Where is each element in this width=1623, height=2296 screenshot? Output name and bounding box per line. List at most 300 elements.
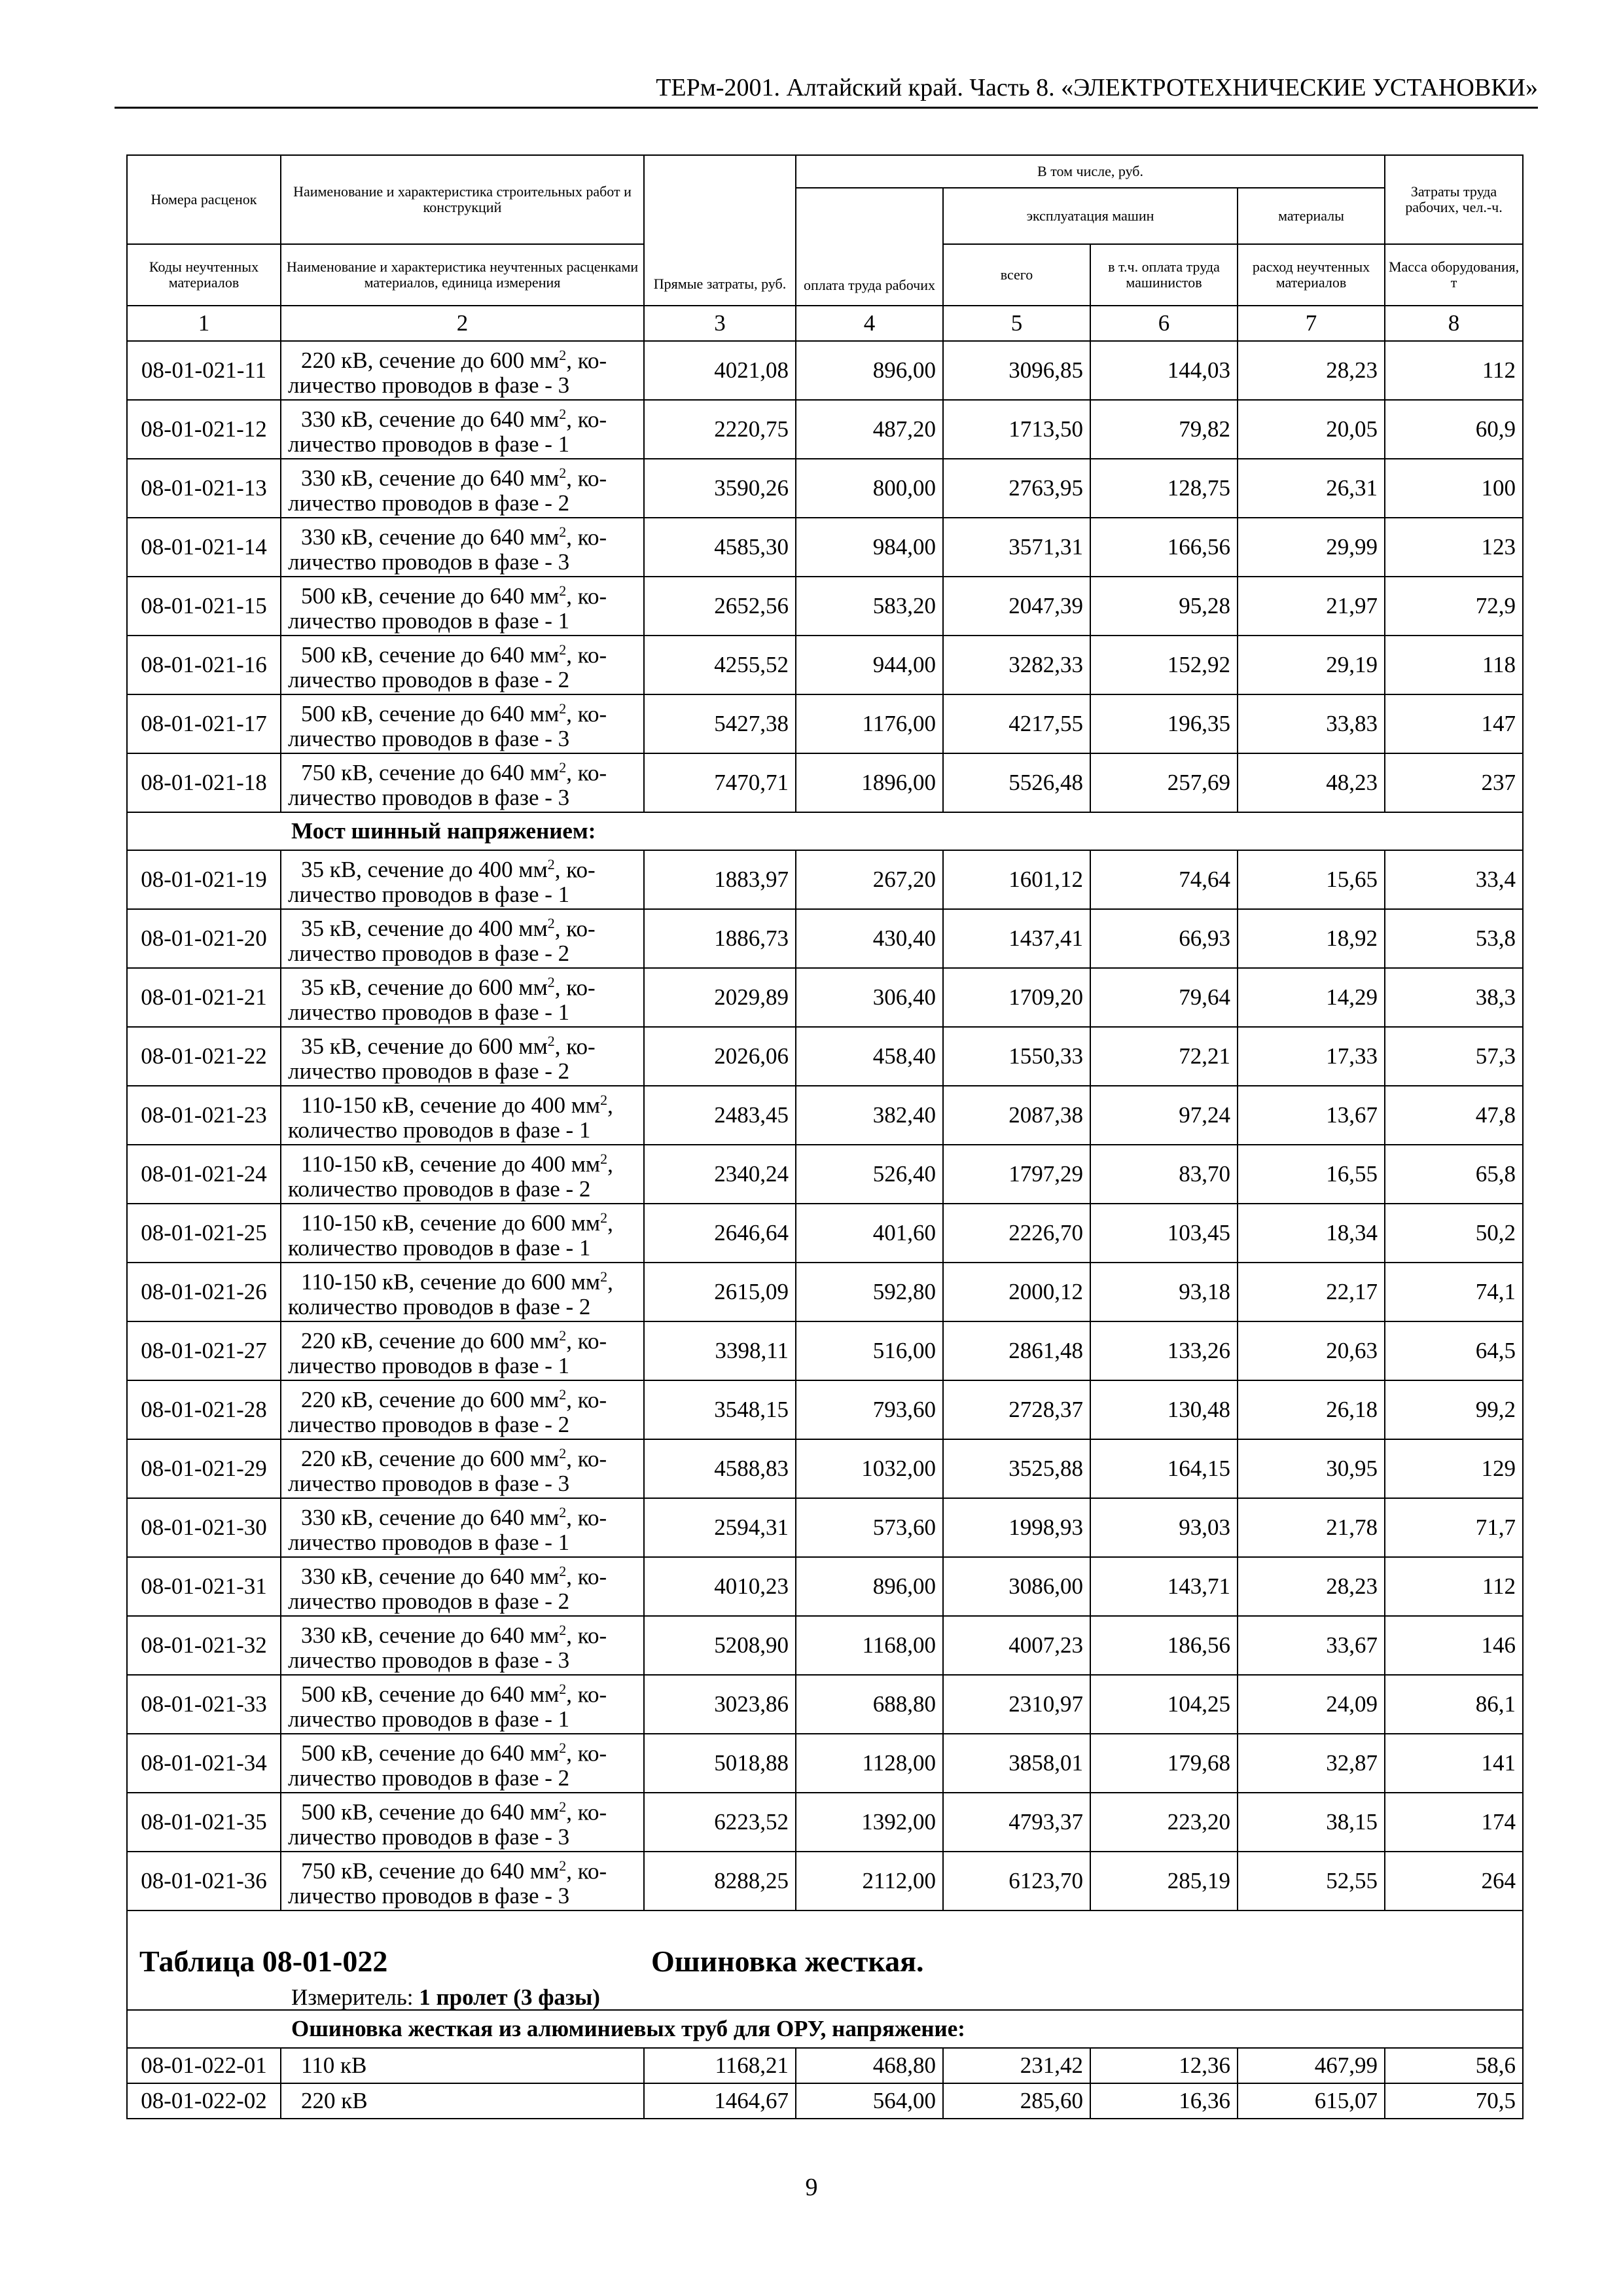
rate-code: 08-01-022-01: [127, 2048, 281, 2083]
desc-line1: 330 кВ, сечение до 640 мм: [301, 465, 560, 492]
value-cell: 1797,29: [943, 1145, 1090, 1204]
desc-line2: количество проводов в фазе - 2: [288, 1294, 591, 1320]
head-materials-sub: расход неучтенных материалов: [1238, 244, 1385, 306]
value-cell: 70,5: [1385, 2083, 1523, 2119]
rate-description: [281, 694, 644, 753]
table-row: [127, 1498, 1523, 1557]
desc-line1: 330 кВ, сечение до 640 мм: [301, 406, 560, 433]
value-cell: 1168,00: [796, 1616, 943, 1675]
value-cell: 5208,90: [644, 1616, 796, 1675]
table-row: [127, 400, 1523, 459]
desc-line2: личество проводов в фазе - 2: [288, 941, 570, 967]
value-cell: 8288,25: [644, 1852, 796, 1910]
value-cell: 487,20: [796, 400, 943, 459]
desc-line1: 750 кВ, сечение до 640 мм: [301, 1858, 560, 1884]
value-cell: 2763,95: [943, 459, 1090, 518]
value-cell: 24,09: [1238, 1675, 1385, 1734]
value-cell: 3571,31: [943, 518, 1090, 577]
rate-description: [281, 968, 644, 1027]
value-cell: 2652,56: [644, 577, 796, 636]
value-cell: 65,8: [1385, 1145, 1523, 1204]
page-number: 9: [805, 2174, 818, 2201]
value-cell: 26,31: [1238, 459, 1385, 518]
value-cell: 93,03: [1090, 1498, 1238, 1557]
superscript: 2: [559, 346, 567, 363]
desc-line1-tail: , ко-: [566, 1446, 607, 1472]
value-cell: 86,1: [1385, 1675, 1523, 1734]
value-cell: 13,67: [1238, 1086, 1385, 1145]
table-row: [127, 694, 1523, 753]
value-cell: 583,20: [796, 577, 943, 636]
desc-line1-tail: , ко-: [566, 524, 607, 550]
value-cell: 21,97: [1238, 577, 1385, 636]
value-cell: 237: [1385, 753, 1523, 812]
value-cell: 458,40: [796, 1027, 943, 1086]
desc-line1-tail: , ко-: [566, 1681, 607, 1708]
value-cell: 1886,73: [644, 909, 796, 968]
value-cell: 2029,89: [644, 968, 796, 1027]
table-row: [127, 1852, 1523, 1910]
rate-code: 08-01-021-28: [127, 1380, 281, 1439]
desc-line1-tail: , ко-: [566, 1623, 607, 1649]
table2-title: Таблица 08-01-022: [139, 1945, 388, 1978]
rate-description: 110 кВ: [281, 2048, 644, 2083]
desc-line1: 35 кВ, сечение до 400 мм: [301, 857, 548, 883]
desc-line2: личество проводов в фазе - 2: [288, 490, 570, 516]
table-row: [127, 1675, 1523, 1734]
value-cell: 6223,52: [644, 1793, 796, 1852]
value-cell: 166,56: [1090, 518, 1238, 577]
desc-line1-tail: ,: [607, 1092, 613, 1119]
value-cell: 4021,08: [644, 341, 796, 400]
rate-description: [281, 1498, 644, 1557]
value-cell: 38,15: [1238, 1793, 1385, 1852]
col-number: 5: [943, 306, 1090, 341]
value-cell: 2220,75: [644, 400, 796, 459]
superscript: 2: [547, 973, 555, 990]
value-cell: 143,71: [1090, 1557, 1238, 1616]
head-col2-bottom: Наименование и характеристика неучтенных расценками материалов, единица измерения: [281, 244, 644, 306]
value-cell: 3525,88: [943, 1439, 1090, 1498]
value-cell: 2310,97: [943, 1675, 1090, 1734]
measure-label: Измеритель:: [291, 1984, 414, 2010]
section-row: [127, 2010, 1523, 2048]
rate-code: 08-01-021-32: [127, 1616, 281, 1675]
head-col8-bottom: Масса оборудования, т: [1385, 244, 1523, 306]
value-cell: 4255,52: [644, 636, 796, 694]
rate-description: [281, 1086, 644, 1145]
rate-code: 08-01-021-22: [127, 1027, 281, 1086]
value-cell: 5018,88: [644, 1734, 796, 1793]
value-cell: 50,2: [1385, 1204, 1523, 1263]
rate-description: [281, 1321, 644, 1380]
table-row: [127, 577, 1523, 636]
column-numbers-row: [127, 306, 1523, 341]
value-cell: 16,55: [1238, 1145, 1385, 1204]
desc-line2: личество проводов в фазе - 3: [288, 1883, 570, 1909]
value-cell: 7470,71: [644, 753, 796, 812]
desc-line1: 220 кВ, сечение до 600 мм: [301, 348, 560, 374]
desc-line1: 500 кВ, сечение до 640 мм: [301, 642, 560, 668]
rate-code: 08-01-021-12: [127, 400, 281, 459]
value-cell: 4007,23: [943, 1616, 1090, 1675]
value-cell: 382,40: [796, 1086, 943, 1145]
value-cell: 58,6: [1385, 2048, 1523, 2083]
value-cell: 1896,00: [796, 753, 943, 812]
value-cell: 267,20: [796, 850, 943, 909]
value-cell: 800,00: [796, 459, 943, 518]
value-cell: 179,68: [1090, 1734, 1238, 1793]
value-cell: 14,29: [1238, 968, 1385, 1027]
value-cell: 984,00: [796, 518, 943, 577]
superscript: 2: [600, 1268, 608, 1285]
value-cell: 2646,64: [644, 1204, 796, 1263]
rate-code: 08-01-021-15: [127, 577, 281, 636]
value-cell: 112: [1385, 341, 1523, 400]
desc-line2: личество проводов в фазе - 3: [288, 1647, 570, 1674]
rate-code: 08-01-021-20: [127, 909, 281, 968]
superscript: 2: [559, 1621, 567, 1638]
rate-description: [281, 577, 644, 636]
value-cell: 896,00: [796, 1557, 943, 1616]
superscript: 2: [600, 1150, 608, 1167]
head-col8-top: Затраты труда рабочих, чел.-ч.: [1385, 155, 1523, 244]
desc-line1: 110-150 кВ, сечение до 600 мм: [301, 1210, 601, 1236]
desc-line2: личество проводов в фазе - 3: [288, 785, 570, 811]
desc-line1: 220 кВ, сечение до 600 мм: [301, 1387, 560, 1413]
desc-line1-tail: , ко-: [566, 1740, 607, 1767]
value-cell: 3858,01: [943, 1734, 1090, 1793]
superscript: 2: [559, 1739, 567, 1756]
value-cell: 1883,97: [644, 850, 796, 909]
rate-code: 08-01-021-21: [127, 968, 281, 1027]
value-cell: 17,33: [1238, 1027, 1385, 1086]
rate-code: 08-01-021-35: [127, 1793, 281, 1852]
value-cell: 257,69: [1090, 753, 1238, 812]
value-cell: 30,95: [1238, 1439, 1385, 1498]
value-cell: 64,5: [1385, 1321, 1523, 1380]
table-row: [127, 518, 1523, 577]
rate-code: 08-01-021-31: [127, 1557, 281, 1616]
rate-description: [281, 1204, 644, 1263]
desc-line1: 500 кВ, сечение до 640 мм: [301, 1740, 560, 1767]
value-cell: 33,67: [1238, 1616, 1385, 1675]
rate-description: [281, 636, 644, 694]
value-cell: 2112,00: [796, 1852, 943, 1910]
desc-line2: личество проводов в фазе - 3: [288, 1824, 570, 1850]
value-cell: 3023,86: [644, 1675, 796, 1734]
superscript: 2: [559, 700, 567, 717]
value-cell: 3398,11: [644, 1321, 796, 1380]
value-cell: 33,4: [1385, 850, 1523, 909]
rate-description: [281, 1027, 644, 1086]
value-cell: 4588,83: [644, 1439, 796, 1498]
value-cell: 74,64: [1090, 850, 1238, 909]
value-cell: 66,93: [1090, 909, 1238, 968]
table2-heading: [127, 1910, 1523, 2010]
table-row: [127, 2048, 1523, 2083]
table-row: [127, 1263, 1523, 1321]
desc-line1-tail: , ко-: [554, 1033, 596, 1060]
value-cell: 47,8: [1385, 1086, 1523, 1145]
desc-line1: 500 кВ, сечение до 640 мм: [301, 701, 560, 727]
desc-line1: 35 кВ, сечение до 400 мм: [301, 916, 548, 942]
rate-code: 08-01-021-26: [127, 1263, 281, 1321]
value-cell: 1176,00: [796, 694, 943, 753]
value-cell: 22,17: [1238, 1263, 1385, 1321]
desc-line1: 35 кВ, сечение до 600 мм: [301, 975, 548, 1001]
desc-line1: 500 кВ, сечение до 640 мм: [301, 1799, 560, 1825]
superscript: 2: [559, 464, 567, 481]
head-labor: оплата труда рабочих: [796, 188, 943, 306]
desc-line1-tail: , ко-: [566, 1858, 607, 1884]
desc-line2: личество проводов в фазе - 1: [288, 1353, 570, 1379]
table-row: [127, 1204, 1523, 1263]
superscript: 2: [559, 1857, 567, 1874]
rate-description: [281, 1380, 644, 1439]
desc-line1-tail: , ко-: [554, 916, 596, 942]
desc-line1-tail: , ко-: [566, 583, 607, 609]
value-cell: 29,99: [1238, 518, 1385, 577]
value-cell: 18,34: [1238, 1204, 1385, 1263]
desc-line1-tail: , ко-: [566, 760, 607, 786]
superscript: 2: [559, 759, 567, 776]
value-cell: 1709,20: [943, 968, 1090, 1027]
value-cell: 53,8: [1385, 909, 1523, 968]
col-number: 6: [1090, 306, 1238, 341]
rate-code: 08-01-021-33: [127, 1675, 281, 1734]
value-cell: 2047,39: [943, 577, 1090, 636]
rate-code: 08-01-021-19: [127, 850, 281, 909]
rate-description: [281, 850, 644, 909]
rate-code: 08-01-021-36: [127, 1852, 281, 1910]
superscript: 2: [547, 1032, 555, 1049]
value-cell: 2728,37: [943, 1380, 1090, 1439]
table-row: [127, 850, 1523, 909]
col-number: 8: [1385, 306, 1523, 341]
desc-line1: 330 кВ, сечение до 640 мм: [301, 1564, 560, 1590]
superscript: 2: [600, 1209, 608, 1226]
rate-description: [281, 341, 644, 400]
rate-code: 08-01-021-13: [127, 459, 281, 518]
col-number: 2: [281, 306, 644, 341]
table-row: [127, 636, 1523, 694]
value-cell: 72,9: [1385, 577, 1523, 636]
value-cell: 5526,48: [943, 753, 1090, 812]
value-cell: 152,92: [1090, 636, 1238, 694]
value-cell: 2615,09: [644, 1263, 796, 1321]
value-cell: 74,1: [1385, 1263, 1523, 1321]
value-cell: 3590,26: [644, 459, 796, 518]
table-row: [127, 1145, 1523, 1204]
value-cell: 29,19: [1238, 636, 1385, 694]
desc-line1-tail: , ко-: [566, 701, 607, 727]
desc-line1: 220 кВ, сечение до 600 мм: [301, 1328, 560, 1354]
table-row: [127, 1380, 1523, 1439]
table-row: [127, 968, 1523, 1027]
value-cell: 4793,37: [943, 1793, 1090, 1852]
value-cell: 4217,55: [943, 694, 1090, 753]
value-cell: 564,00: [796, 2083, 943, 2119]
head-mach-total: всего: [943, 244, 1090, 306]
superscript: 2: [600, 1091, 608, 1108]
rate-description: 220 кВ: [281, 2083, 644, 2119]
rate-description: [281, 1675, 644, 1734]
superscript: 2: [559, 1327, 567, 1344]
desc-line2: личество проводов в фазе - 3: [288, 549, 570, 575]
table2-name: Ошиновка жесткая.: [651, 1945, 924, 1978]
value-cell: 1601,12: [943, 850, 1090, 909]
desc-line1: 500 кВ, сечение до 640 мм: [301, 1681, 560, 1708]
value-cell: 2594,31: [644, 1498, 796, 1557]
value-cell: 285,60: [943, 2083, 1090, 2119]
value-cell: 2483,45: [644, 1086, 796, 1145]
section-title: Мост шинный напряжением:: [127, 812, 1523, 850]
value-cell: 18,92: [1238, 909, 1385, 968]
value-cell: 4585,30: [644, 518, 796, 577]
value-cell: 20,63: [1238, 1321, 1385, 1380]
col-number: 4: [796, 306, 943, 341]
desc-line2: количество проводов в фазе - 1: [288, 1235, 591, 1261]
value-cell: 174: [1385, 1793, 1523, 1852]
desc-line1: 110-150 кВ, сечение до 400 мм: [301, 1151, 601, 1177]
desc-line1: 330 кВ, сечение до 640 мм: [301, 524, 560, 550]
rate-code: 08-01-021-34: [127, 1734, 281, 1793]
value-cell: 71,7: [1385, 1498, 1523, 1557]
rate-code: 08-01-021-11: [127, 341, 281, 400]
rate-description: [281, 1734, 644, 1793]
desc-line1-tail: , ко-: [566, 1387, 607, 1413]
table-row: [127, 1027, 1523, 1086]
desc-line1-tail: , ко-: [554, 975, 596, 1001]
value-cell: 147: [1385, 694, 1523, 753]
desc-line1-tail: ,: [607, 1269, 613, 1295]
value-cell: 100: [1385, 459, 1523, 518]
rate-description: [281, 1263, 644, 1321]
rate-description: [281, 909, 644, 968]
col-number: 3: [644, 306, 796, 341]
head-col3: Прямые затраты, руб.: [644, 155, 796, 306]
value-cell: 3086,00: [943, 1557, 1090, 1616]
desc-line1-tail: , ко-: [566, 406, 607, 433]
desc-line2: личество проводов в фазе - 1: [288, 882, 570, 908]
col-number: 7: [1238, 306, 1385, 341]
value-cell: 468,80: [796, 2048, 943, 2083]
value-cell: 28,23: [1238, 341, 1385, 400]
rate-description: [281, 518, 644, 577]
superscript: 2: [559, 1386, 567, 1403]
rate-code: 08-01-021-17: [127, 694, 281, 753]
desc-line1: 500 кВ, сечение до 640 мм: [301, 583, 560, 609]
value-cell: 1998,93: [943, 1498, 1090, 1557]
head-mach-labor: в т.ч. оплата труда машинистов: [1090, 244, 1238, 306]
value-cell: 33,83: [1238, 694, 1385, 753]
superscript: 2: [559, 1680, 567, 1697]
desc-line2: личество проводов в фазе - 1: [288, 431, 570, 457]
value-cell: 129: [1385, 1439, 1523, 1498]
rate-description: [281, 1557, 644, 1616]
head-materials: материалы: [1238, 188, 1385, 244]
value-cell: 516,00: [796, 1321, 943, 1380]
table-row: [127, 753, 1523, 812]
value-cell: 103,45: [1090, 1204, 1238, 1263]
value-cell: 793,60: [796, 1380, 943, 1439]
value-cell: 6123,70: [943, 1852, 1090, 1910]
head-col1-top: Номера расценок: [127, 155, 281, 244]
value-cell: 615,07: [1238, 2083, 1385, 2119]
desc-line1-tail: , ко-: [566, 1328, 607, 1354]
value-cell: 83,70: [1090, 1145, 1238, 1204]
rate-code: 08-01-021-27: [127, 1321, 281, 1380]
value-cell: 688,80: [796, 1675, 943, 1734]
rate-description: [281, 1616, 644, 1675]
desc-line1: 750 кВ, сечение до 640 мм: [301, 760, 560, 786]
value-cell: 99,2: [1385, 1380, 1523, 1439]
value-cell: 231,42: [943, 2048, 1090, 2083]
desc-line2: личество проводов в фазе - 1: [288, 608, 570, 634]
table-row: [127, 1439, 1523, 1498]
value-cell: 104,25: [1090, 1675, 1238, 1734]
section-row: [127, 812, 1523, 850]
desc-line1: 110-150 кВ, сечение до 600 мм: [301, 1269, 601, 1295]
value-cell: 20,05: [1238, 400, 1385, 459]
table-row: [127, 459, 1523, 518]
desc-line2: личество проводов в фазе - 3: [288, 1471, 570, 1497]
table-row: [127, 341, 1523, 400]
rate-description: [281, 400, 644, 459]
value-cell: 141: [1385, 1734, 1523, 1793]
superscript: 2: [559, 523, 567, 540]
value-cell: 1550,33: [943, 1027, 1090, 1086]
rate-description: [281, 459, 644, 518]
rates-table: [126, 154, 1524, 2119]
rate-code: 08-01-021-16: [127, 636, 281, 694]
value-cell: 95,28: [1090, 577, 1238, 636]
superscript: 2: [559, 1798, 567, 1815]
value-cell: 79,82: [1090, 400, 1238, 459]
value-cell: 112: [1385, 1557, 1523, 1616]
value-cell: 57,3: [1385, 1027, 1523, 1086]
value-cell: 1713,50: [943, 400, 1090, 459]
desc-line1-tail: , ко-: [566, 348, 607, 374]
value-cell: 430,40: [796, 909, 943, 968]
value-cell: 1392,00: [796, 1793, 943, 1852]
rate-description: [281, 1852, 644, 1910]
value-cell: 28,23: [1238, 1557, 1385, 1616]
value-cell: 130,48: [1090, 1380, 1238, 1439]
value-cell: 2000,12: [943, 1263, 1090, 1321]
value-cell: 2861,48: [943, 1321, 1090, 1380]
desc-line1-tail: ,: [607, 1151, 613, 1177]
desc-line1: 110-150 кВ, сечение до 400 мм: [301, 1092, 601, 1119]
rate-code: 08-01-021-30: [127, 1498, 281, 1557]
rate-code: 08-01-022-02: [127, 2083, 281, 2119]
value-cell: 1168,21: [644, 2048, 796, 2083]
value-cell: 2026,06: [644, 1027, 796, 1086]
table-row: [127, 1793, 1523, 1852]
desc-line1: 330 кВ, сечение до 640 мм: [301, 1505, 560, 1531]
desc-line2: личество проводов в фазе - 1: [288, 1530, 570, 1556]
value-cell: 164,15: [1090, 1439, 1238, 1498]
rate-description: [281, 1439, 644, 1498]
desc-line1: 220 кВ, сечение до 600 мм: [301, 1446, 560, 1472]
value-cell: 186,56: [1090, 1616, 1238, 1675]
superscript: 2: [547, 855, 555, 872]
rate-code: 08-01-021-24: [127, 1145, 281, 1204]
table-row: [127, 2083, 1523, 2119]
value-cell: 97,24: [1090, 1086, 1238, 1145]
value-cell: 1437,41: [943, 909, 1090, 968]
